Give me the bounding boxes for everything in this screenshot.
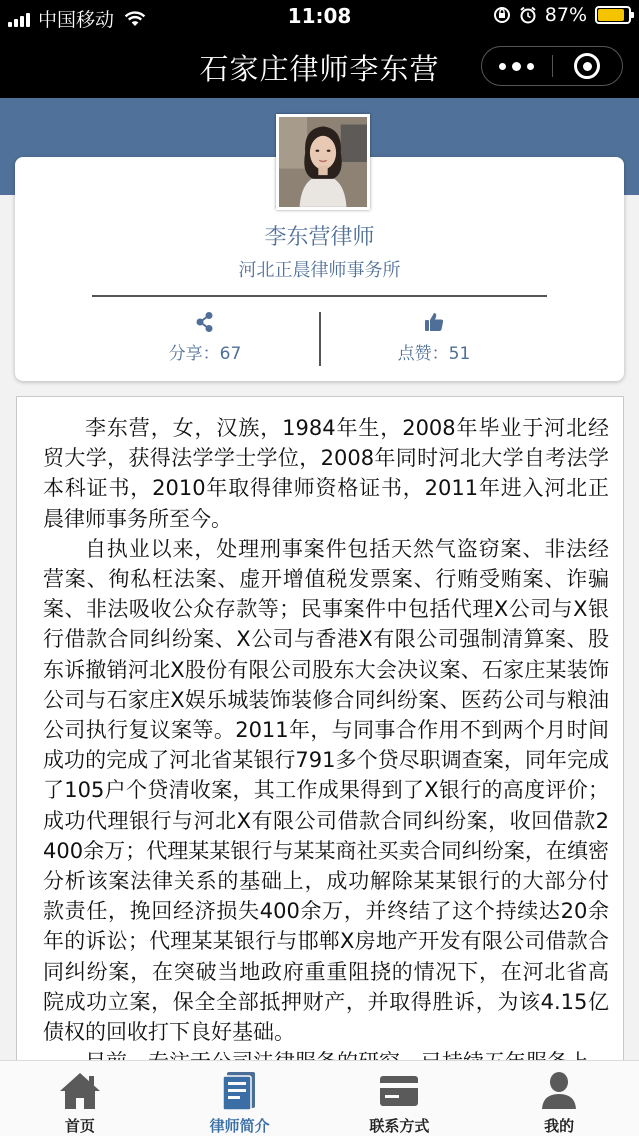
orientation-lock-icon: [493, 6, 511, 24]
tab-label: 我的: [544, 1117, 575, 1135]
bio-paragraph: 李东营，女，汉族，1984年生，2008年毕业于河北经贸大学，获得法学学士学位，2008年同时河北大学自考法学本科证书，2010年取得律师资格证书，2011年进入河北正晨律师事务所至今。: [43, 416, 609, 531]
more-dot-icon: [527, 63, 534, 70]
like-button[interactable]: [334, 311, 534, 364]
profile-card-icon: [217, 1069, 263, 1111]
tab-label: 联系方式: [369, 1117, 430, 1135]
share-count: 分享：67: [168, 344, 242, 364]
status-right: [493, 4, 631, 26]
tab-contact[interactable]: [320, 1061, 480, 1136]
status-bar: [0, 0, 639, 34]
lawyer-name: 李东营律师: [264, 225, 375, 250]
more-button[interactable]: [482, 46, 552, 86]
close-button[interactable]: [553, 46, 623, 86]
lawyer-photo: [279, 117, 367, 207]
more-dot-icon: [512, 62, 521, 71]
page-title: 石家庄律师李东营: [199, 52, 440, 86]
tab-mine[interactable]: [479, 1061, 639, 1136]
alarm-icon: [519, 6, 537, 24]
tab-label: 律师简介: [209, 1117, 270, 1135]
like-count: 点赞：51: [397, 344, 471, 364]
mini-program-capsule: [481, 46, 623, 86]
stat-divider: [319, 312, 321, 366]
tab-label: 首页: [64, 1117, 95, 1135]
share-icon: [194, 311, 216, 333]
firm-name: 河北正晨律师事务所: [238, 260, 401, 281]
card-divider: [92, 295, 547, 297]
avatar: [276, 114, 370, 210]
thumbs-up-icon: [423, 311, 445, 333]
user-icon: [536, 1069, 582, 1111]
tab-home[interactable]: [0, 1061, 160, 1136]
share-button[interactable]: [105, 311, 305, 364]
bio-paragraph: 自执业以来，处理刑事案件包括天然气盗窃案、非法经营案、徇私枉法案、虚开增值税发票案、行贿受贿案、诈骗案、非法吸收公众存款等；民事案件中包括代理X公司与X银行借款合同纠纷案、X公司与香港X有限公司强制清算案、股东诉撤销河北X股份有限公司股东大会决议案、石家庄某装饰公司与石家庄X娱乐城装饰装修合同纠纷案、医药公司与粮油公司执行复议案等。2011年，与同事合作用不到两个月时间成功的完成了河北省某银行791多个贷尽职调查案，同年完成了105户个贷清收案，其工作成果得到了X银行的高度评价；成功代理银行与河北X有限公司借款合同纠纷案，收回借款2400余万；代理某某银行与某某商社买卖合同纠纷案，在缜密分析该案法律关系的基础上，成功解除某某银行的大部分付款责任，挽回经济损失400余万，并终结了这个持续达20余年的诉讼；代理某某银行与邯郸X房地产开发有限公司借款合同纠纷案，在突破当地政府重重阻挠的情况下，在河北省高院成功立案，保全全部抵押财产，并取得胜诉，为该4.15亿债权的回收打下良好基础。: [43, 536, 609, 1045]
battery-level: [598, 9, 624, 21]
home-icon: [57, 1069, 103, 1111]
tab-lawyer-profile[interactable]: [160, 1061, 320, 1136]
battery-icon: [595, 6, 631, 24]
bio-content[interactable]: [16, 396, 624, 1076]
more-dot-icon: [499, 63, 506, 70]
carrier-name: 中国移动: [38, 9, 115, 31]
nav-bar: [0, 34, 639, 98]
tab-bar: [0, 1060, 639, 1136]
close-target-icon: [574, 53, 600, 79]
contact-card-icon: [376, 1069, 422, 1111]
battery-percent: 87%: [544, 4, 587, 26]
clock: 11:08: [287, 4, 352, 28]
